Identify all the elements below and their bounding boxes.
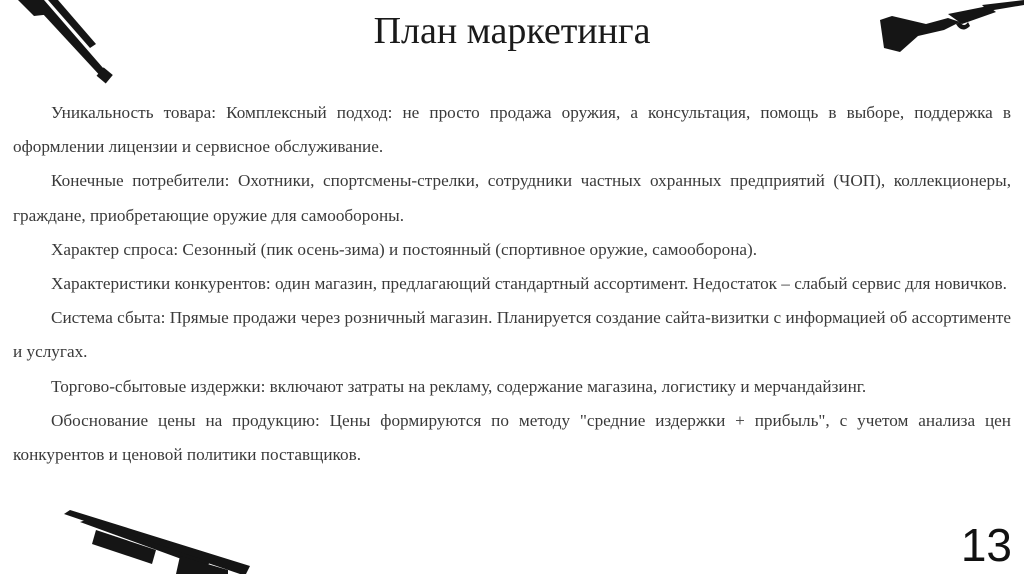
slide-title: План маркетинга: [373, 10, 651, 52]
paragraph-sales-system: Система сбыта: Прямые продажи через розничный магазин. Планируется создание сайта-визитки с информацией об ассортименте и услугах.: [13, 308, 1011, 362]
pump-shotgun-icon: [60, 506, 250, 574]
page-number: 13: [960, 519, 1012, 571]
paragraph-price-justification: Обоснование цены на продукцию: Цены формируются по методу "средние издержки + прибыль", с учетом анализа цен конкурентов и ценовой политики поставщиков.: [13, 410, 1011, 465]
paragraph-demand-nature: Характер спроса: Сезонный (пик осень-зима) и постоянный (спортивное оружие, самооборона).: [51, 239, 758, 259]
paragraph-competitors: Характеристики конкурентов: один магазин, предлагающий стандартный ассортимент. Недостаток – слабый сервис для новичков.: [51, 274, 1007, 294]
paragraph-product-uniqueness: Уникальность товара: Комплексный подход: не просто продажа оружия, а консультация, помощь в выборе, поддержка в оформлении лицензии и сервисное обслуживание.: [13, 103, 1011, 157]
slide-body: [13, 96, 1011, 472]
paragraph-sales-costs: Торгово-сбытовые издержки: включают затраты на рекламу, содержание магазина, логистику и мерчандайзинг.: [51, 376, 867, 396]
paragraph-end-consumers: Конечные потребители: Охотники, спортсмены-стрелки, сотрудники частных охранных предприятий (ЧОП), коллекционеры, граждане, приобретающие оружие для самообороны.: [13, 171, 1011, 225]
